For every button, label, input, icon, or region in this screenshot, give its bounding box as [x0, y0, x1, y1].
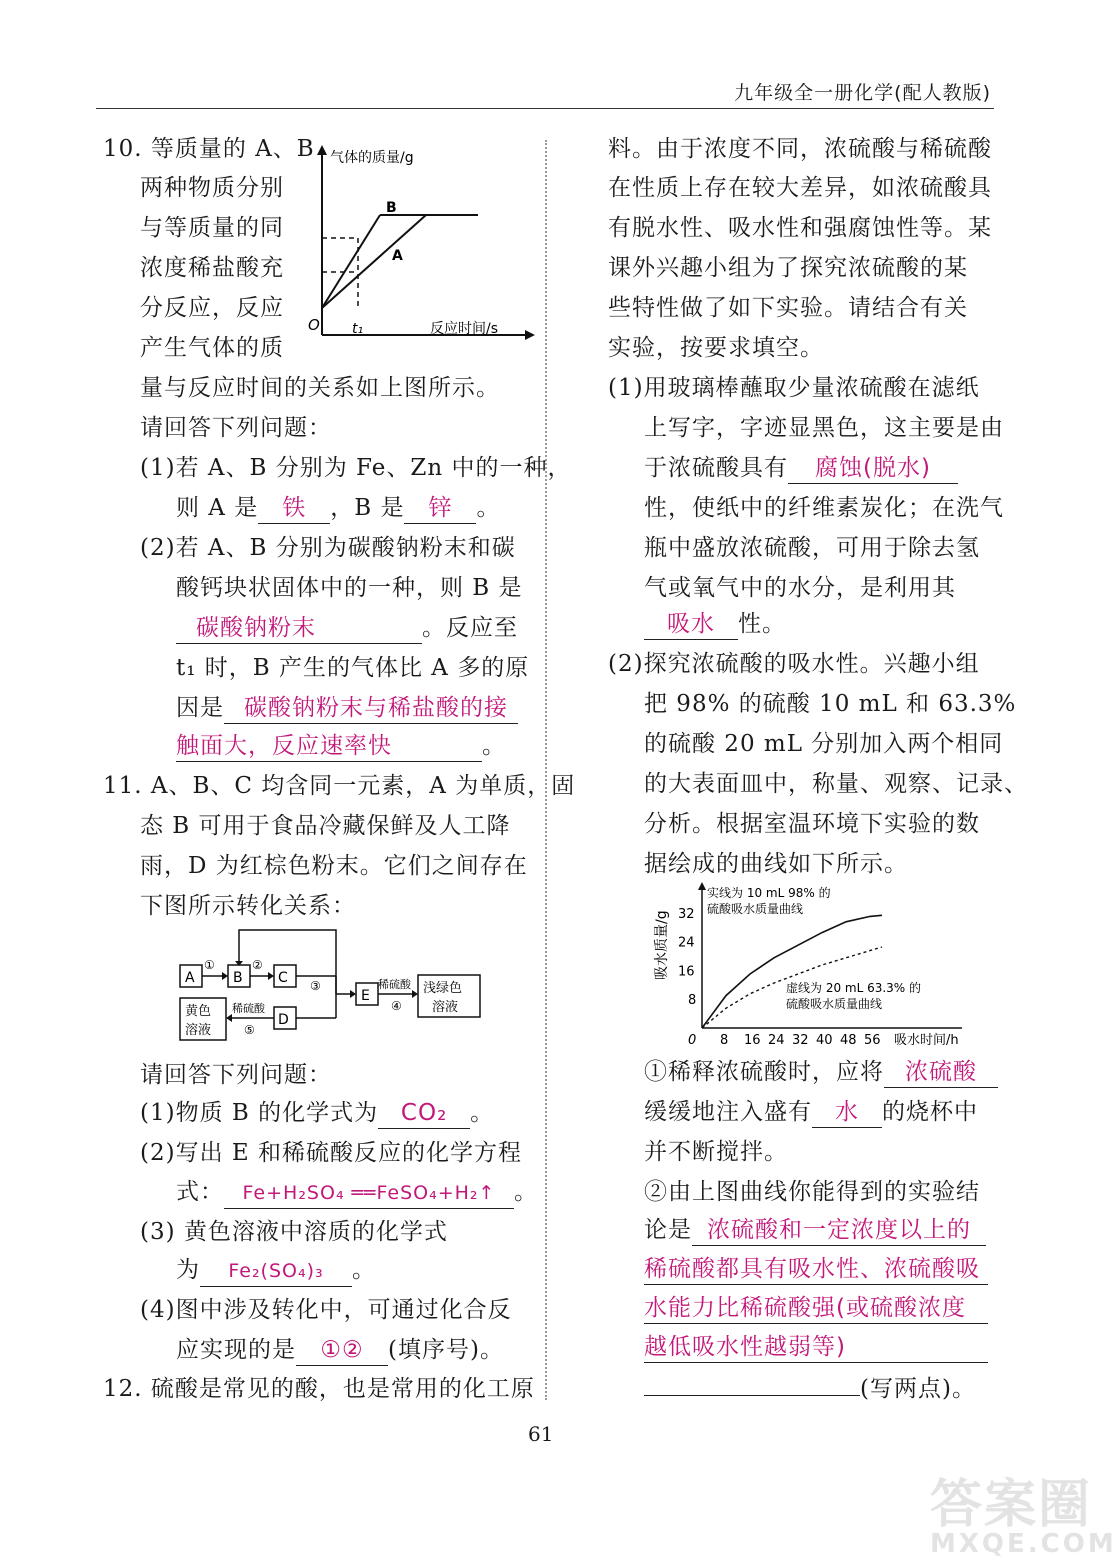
q11-p4-answer: ①②: [296, 1335, 388, 1366]
q12-sub2-answer-4: 越低吸水性越弱等): [644, 1332, 988, 1363]
q12-p1-line4: 性，使纸中的纤维素炭化；在洗气: [644, 495, 1004, 521]
q10-intro-1: 10. 等质量的 A、B: [103, 136, 315, 162]
q11-box-c: C: [278, 970, 288, 986]
q12-sub2-line5: [644, 1332, 988, 1363]
q10-p2-line6: 触面大，反应速率快 。: [176, 731, 506, 762]
q12-intro-3: 有脱水性、吸水性和强腐蚀性等。某: [608, 215, 992, 241]
q12-p2-line2: 把 98% 的硫酸 10 mL 和 63.3%: [644, 691, 1017, 717]
chart-legend-dashed-1: 虚线为 20 mL 63.3% 的: [786, 981, 922, 995]
svg-text:②: ②: [252, 958, 263, 972]
q12-sub1-line1: ①稀释浓硫酸时，应将 浓硫酸: [644, 1057, 998, 1088]
y-tick-label: 24: [678, 935, 695, 951]
q12-p1-line1: (1)用玻璃棒蘸取少量浓硫酸在滤纸: [608, 375, 980, 401]
q10-chart-t1: t₁: [352, 321, 364, 337]
q12-sub2-line6: (写两点)。: [644, 1374, 976, 1404]
chart-legend-solid-1: 实线为 10 mL 98% 的: [707, 886, 831, 900]
q12-p1-answer: 腐蚀(脱水): [788, 453, 958, 484]
q12-p2-line5: 分析。根据室温环境下实验的数: [644, 811, 980, 837]
header-title: 九年级全一册化学(配人教版): [734, 82, 991, 104]
y-tick-label: 8: [688, 993, 697, 1009]
q11-p1: (1)物质 B 的化学式为 CO₂ 。: [140, 1098, 494, 1129]
y-tick-label: 16: [678, 964, 695, 980]
q11-box-a: A: [185, 970, 195, 986]
q11-p3-line2: 为 Fe₂(SO₄)₃ 。: [176, 1255, 376, 1287]
q11-box-e: E: [361, 988, 370, 1004]
q12-start: 12. 硫酸是常见的酸，也是常用的化工原: [103, 1376, 535, 1402]
svg-text:溶液: 溶液: [185, 1023, 212, 1038]
q10-intro-7: 量与反应时间的关系如上图所示。: [140, 375, 500, 401]
q12-intro-6: 实验，按要求填空。: [608, 335, 824, 361]
q10-chart-ylabel: 气体的质量/g: [330, 150, 414, 166]
q10-chart-origin: O: [308, 316, 320, 334]
q10-p2-line3: 碳酸钠粉末 。反应至: [176, 613, 518, 644]
x-tick-label: 16: [744, 1033, 761, 1048]
q12-sub2-answer-2: 稀硫酸都具有吸水性、浓硫酸吸: [644, 1254, 988, 1285]
svg-text:①: ①: [204, 958, 215, 972]
x-tick-label: 48: [840, 1033, 857, 1048]
q11-ask: 请回答下列问题：: [140, 1062, 332, 1088]
q11-p1-answer: CO₂: [378, 1098, 470, 1129]
q11-p2-answer: Fe+H₂SO₄ ══FeSO₄+H₂↑: [224, 1178, 514, 1209]
q12-sub2-line3: [644, 1254, 988, 1285]
q12-p2-line4: 的大表面皿中，称量、观察、记录、: [644, 771, 1028, 797]
q12-p2-line3: 的硫酸 20 mL 分别加入两个相同: [644, 731, 1004, 757]
svg-text:稀硫酸: 稀硫酸: [232, 1002, 265, 1015]
column-divider: [545, 140, 547, 1400]
q11-p4-line2: 应实现的是 ①② (填序号)。: [176, 1335, 504, 1366]
svg-text:④: ④: [391, 999, 402, 1013]
q11-conversion-diagram: [170, 920, 490, 1045]
q11-p3-line1: (3) 黄色溶液中溶质的化学式: [140, 1219, 448, 1245]
svg-text:③: ③: [310, 979, 321, 993]
watermark-logo: 答案圈 MXQE.COM: [930, 1475, 1117, 1559]
chart-y-label: 吸水质量/g: [654, 910, 670, 980]
q12-sub1-line2: 缓缓地注入盛有 水 的烧杯中: [644, 1097, 978, 1128]
x-tick-label: 56: [864, 1033, 881, 1048]
q11-p3-answer: Fe₂(SO₄)₃: [200, 1256, 352, 1287]
header-rule: [96, 108, 994, 109]
q10-p2-line1: (2)若 A、B 分别为碳酸钠粉末和碳: [140, 535, 516, 561]
q12-intro-1: 料。由于浓度不同，浓硫酸与稀硫酸: [608, 136, 992, 162]
x-tick-label: 40: [816, 1033, 833, 1048]
q10-chart-xlabel: 反应时间/s: [430, 321, 499, 337]
q12-p1-answer2: 吸水: [644, 609, 738, 640]
q12-sub2-line1: ②由上图曲线你能得到的实验结: [644, 1179, 980, 1205]
svg-text:⑤: ⑤: [244, 1023, 255, 1037]
q12-p1-line5: 瓶中盛放浓硫酸，可用于除去氢: [644, 535, 980, 561]
q12-intro-4: 课外兴趣小组为了探究浓硫酸的某: [608, 255, 968, 281]
x-tick-label: 0: [688, 1033, 697, 1048]
q10-p2-line4: t₁ 时，B 产生的气体比 A 多的原: [176, 655, 530, 681]
q12-sub1-line3: 并不断搅拌。: [644, 1139, 788, 1165]
q11-box-yellow: 黄色: [185, 1004, 212, 1019]
q10-p2-answer: 碳酸钠粉末: [176, 613, 422, 644]
q10-intro-6: 产生气体的质: [140, 335, 284, 361]
q12-sub2-answer-1: 浓硫酸和一定浓度以上的: [692, 1215, 986, 1246]
q12-sub1-answer1: 浓硫酸: [884, 1057, 998, 1088]
svg-text:稀硫酸: 稀硫酸: [378, 978, 411, 991]
q12-sub2-line2: 论是 浓硫酸和一定浓度以上的: [644, 1215, 986, 1246]
q12-p1-line2: 上写字，字迹显黑色，这主要是由: [644, 415, 1004, 441]
q10-p2-line2: 酸钙块状固体中的一种，则 B 是: [176, 575, 523, 601]
q11-intro-3: 雨，D 为红棕色粉末。它们之间存在: [140, 853, 528, 879]
x-tick-label: 32: [792, 1033, 809, 1048]
q12-sub1-answer2: 水: [812, 1097, 882, 1128]
q10-intro-3: 与等质量的同: [140, 215, 284, 241]
q11-intro-4: 下图所示转化关系：: [140, 893, 356, 919]
q10-p2-line5: 因是 碳酸钠粉末与稀盐酸的接: [176, 693, 518, 724]
y-tick-label: 32: [678, 906, 695, 922]
q12-intro-2: 在性质上存在较大差异，如浓硫酸具: [608, 175, 992, 201]
q11-p4-line1: (4)图中涉及转化中，可通过化合反: [140, 1297, 512, 1323]
svg-text:溶液: 溶液: [432, 1000, 459, 1015]
chart-legend-dashed-2: 硫酸吸水质量曲线: [786, 997, 883, 1011]
q10-line-a: [322, 215, 426, 308]
q10-p1-line2: 则 A 是 铁 ，B 是 锌 。: [176, 493, 500, 524]
q10-p2-reason-1: 碳酸钠粉末与稀盐酸的接: [224, 693, 518, 724]
chart-x-label: 吸水时间/h: [894, 1033, 959, 1048]
q10-gas-chart: [300, 140, 540, 350]
q10-label-a: A: [392, 248, 403, 264]
q11-intro-2: 态 B 可用于食品冷藏保鲜及人工降: [140, 813, 511, 839]
q12-sub2-blank: [644, 1395, 860, 1396]
q12-sub2-answer-3: 水能力比稀硫酸强(或硫酸浓度: [644, 1293, 988, 1324]
q11-intro-1: 11. A、B、C 均含同一元素，A 为单质，固: [103, 773, 576, 799]
q10-label-b: B: [386, 200, 397, 216]
q11-box-d: D: [278, 1012, 289, 1028]
x-tick-label: 8: [720, 1033, 729, 1048]
series-98-solid-line: [702, 915, 882, 1028]
absorption-chart: [650, 880, 990, 1050]
q12-p1-line3: 于浓硫酸具有 腐蚀(脱水): [644, 453, 958, 484]
q12-p2-line1: (2)探究浓硫酸的吸水性。兴趣小组: [608, 651, 980, 677]
q12-intro-5: 些特性做了如下实验。请结合有关: [608, 295, 968, 321]
q11-box-green: 浅绿色: [423, 981, 463, 996]
q10-p1-line1: (1)若 A、B 分别为 Fe、Zn 中的一种，: [140, 455, 572, 481]
page-number: 61: [528, 1422, 554, 1446]
q10-p1-answer-b: 锌: [404, 493, 476, 524]
q12-p1-line6: 气或氧气中的水分，是利用其: [644, 575, 956, 601]
x-tick-label: 24: [768, 1033, 785, 1048]
q12-p2-line6: 据绘成的曲线如下所示。: [644, 851, 908, 877]
q10-intro-2: 两种物质分别: [140, 175, 284, 201]
q10-intro-8: 请回答下列问题：: [140, 415, 332, 441]
q11-p2-line2: 式： Fe+H₂SO₄ ══FeSO₄+H₂↑ 。: [176, 1177, 538, 1209]
q11-p2-line1: (2)写出 E 和稀硫酸反应的化学方程: [140, 1140, 522, 1166]
q10-intro-5: 分反应，反应: [140, 295, 284, 321]
q10-line-b: [322, 215, 380, 308]
q10-p2-reason-2: 触面大，反应速率快: [176, 731, 482, 762]
q12-sub2-line4: [644, 1293, 988, 1324]
q11-box-b: B: [233, 970, 243, 986]
chart-legend-solid-2: 硫酸吸水质量曲线: [707, 902, 804, 916]
q12-p1-line7: 吸水 性。: [644, 609, 786, 640]
q10-intro-4: 浓度稀盐酸充: [140, 255, 284, 281]
q10-p1-answer-a: 铁: [258, 493, 330, 524]
